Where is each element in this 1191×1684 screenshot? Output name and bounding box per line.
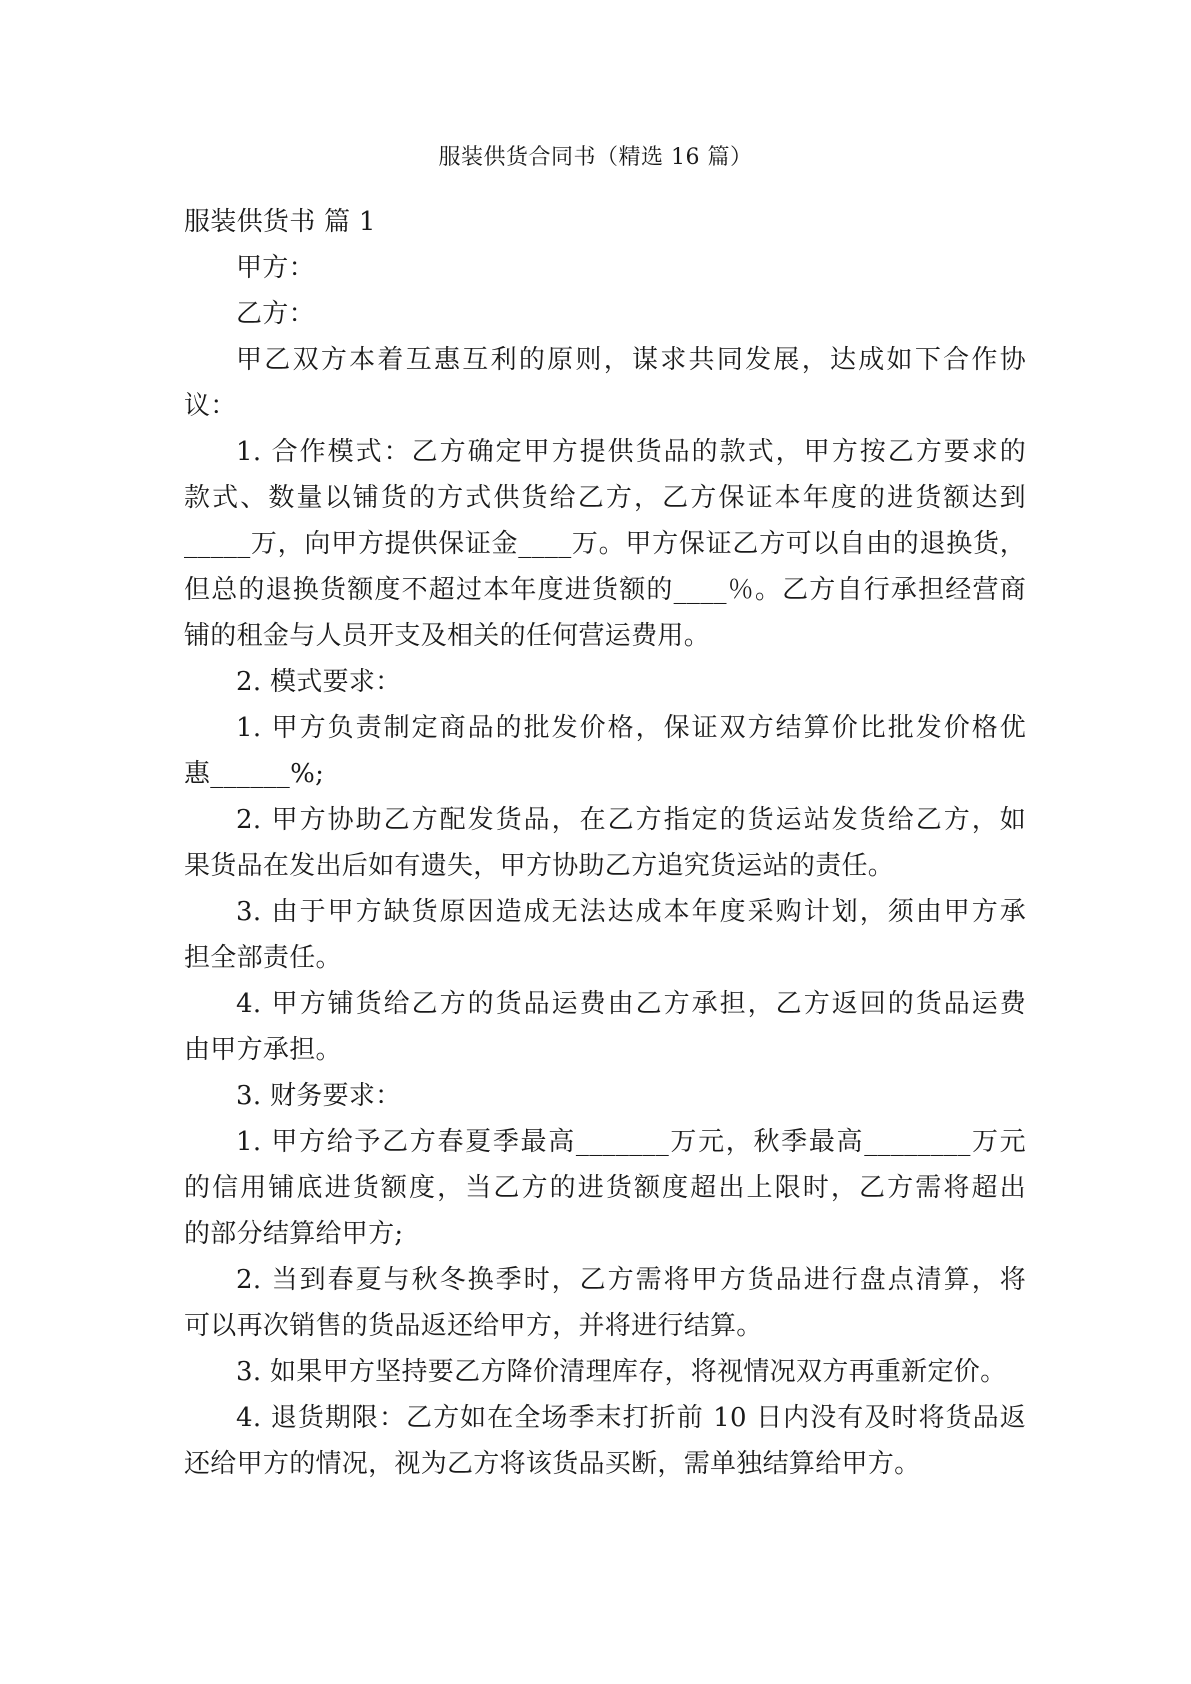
paragraph-line: 2. 模式要求： xyxy=(236,667,402,697)
paragraph-line: 但总的退换货额度不超过本年度进货额的____％。乙方自行承担经营商 xyxy=(184,575,1026,605)
paragraph-line: 2. 甲方协助乙方配发货品，在乙方指定的货运站发货给乙方，如 xyxy=(236,805,1026,835)
paragraph-line: 1. 甲方给予乙方春夏季最高_______万元，秋季最高________万元 xyxy=(236,1127,1026,1157)
paragraph-line: 的信用铺底进货额度，当乙方的进货额度超出上限时，乙方需将超出 xyxy=(184,1173,1026,1203)
paragraph-line: 2. 当到春夏与秋冬换季时，乙方需将甲方货品进行盘点清算，将 xyxy=(236,1265,1026,1295)
party-b-line: 乙方： xyxy=(236,299,315,329)
paragraph-line: 4. 甲方铺货给乙方的货品运费由乙方承担，乙方返回的货品运费 xyxy=(236,989,1026,1019)
paragraph-line: 1. 合作模式：乙方确定甲方提供货品的款式，甲方按乙方要求的 xyxy=(236,437,1026,467)
paragraph-line: 3. 如果甲方坚持要乙方降价清理库存，将视情况双方再重新定价。 xyxy=(236,1357,1007,1387)
paragraph-line: 款式、数量以铺货的方式供货给乙方，乙方保证本年度的进货额达到 xyxy=(184,483,1026,513)
paragraph-line: 甲乙双方本着互惠互利的原则，谋求共同发展，达成如下合作协 xyxy=(236,345,1026,375)
paragraph-line: _____万，向甲方提供保证金____万。甲方保证乙方可以自由的退换货， xyxy=(184,529,1026,559)
paragraph-line: 果货品在发出后如有遗失，甲方协助乙方追究货运站的责任。 xyxy=(184,851,895,881)
paragraph-line: 3. 由于甲方缺货原因造成无法达成本年度采购计划，须由甲方承 xyxy=(236,897,1026,927)
paragraph-line: 3. 财务要求： xyxy=(236,1081,402,1111)
paragraph-line: 还给甲方的情况，视为乙方将该货品买断，需单独结算给甲方。 xyxy=(184,1449,921,1479)
paragraph-line: 惠______%; xyxy=(184,759,325,789)
paragraph-line: 1. 甲方负责制定商品的批发价格，保证双方结算价比批发价格优 xyxy=(236,713,1026,743)
document-title: 服装供货合同书（精选 16 篇） xyxy=(438,145,753,170)
paragraph-line: 议： xyxy=(184,391,237,421)
paragraph-line: 可以再次销售的货品返还给甲方，并将进行结算。 xyxy=(184,1311,763,1341)
paragraph-line: 铺的租金与人员开支及相关的任何营运费用。 xyxy=(184,621,711,651)
party-a-line: 甲方： xyxy=(236,253,315,283)
document-body xyxy=(184,199,1026,1487)
section-heading: 服装供货书 篇 1 xyxy=(184,207,376,237)
paragraph-line: 担全部责任。 xyxy=(184,943,342,973)
paragraph-line: 由甲方承担。 xyxy=(184,1035,342,1065)
paragraph-line: 4. 退货期限：乙方如在全场季末打折前 10 日内没有及时将货品返 xyxy=(236,1403,1026,1433)
paragraph-line: 的部分结算给甲方; xyxy=(184,1219,404,1249)
